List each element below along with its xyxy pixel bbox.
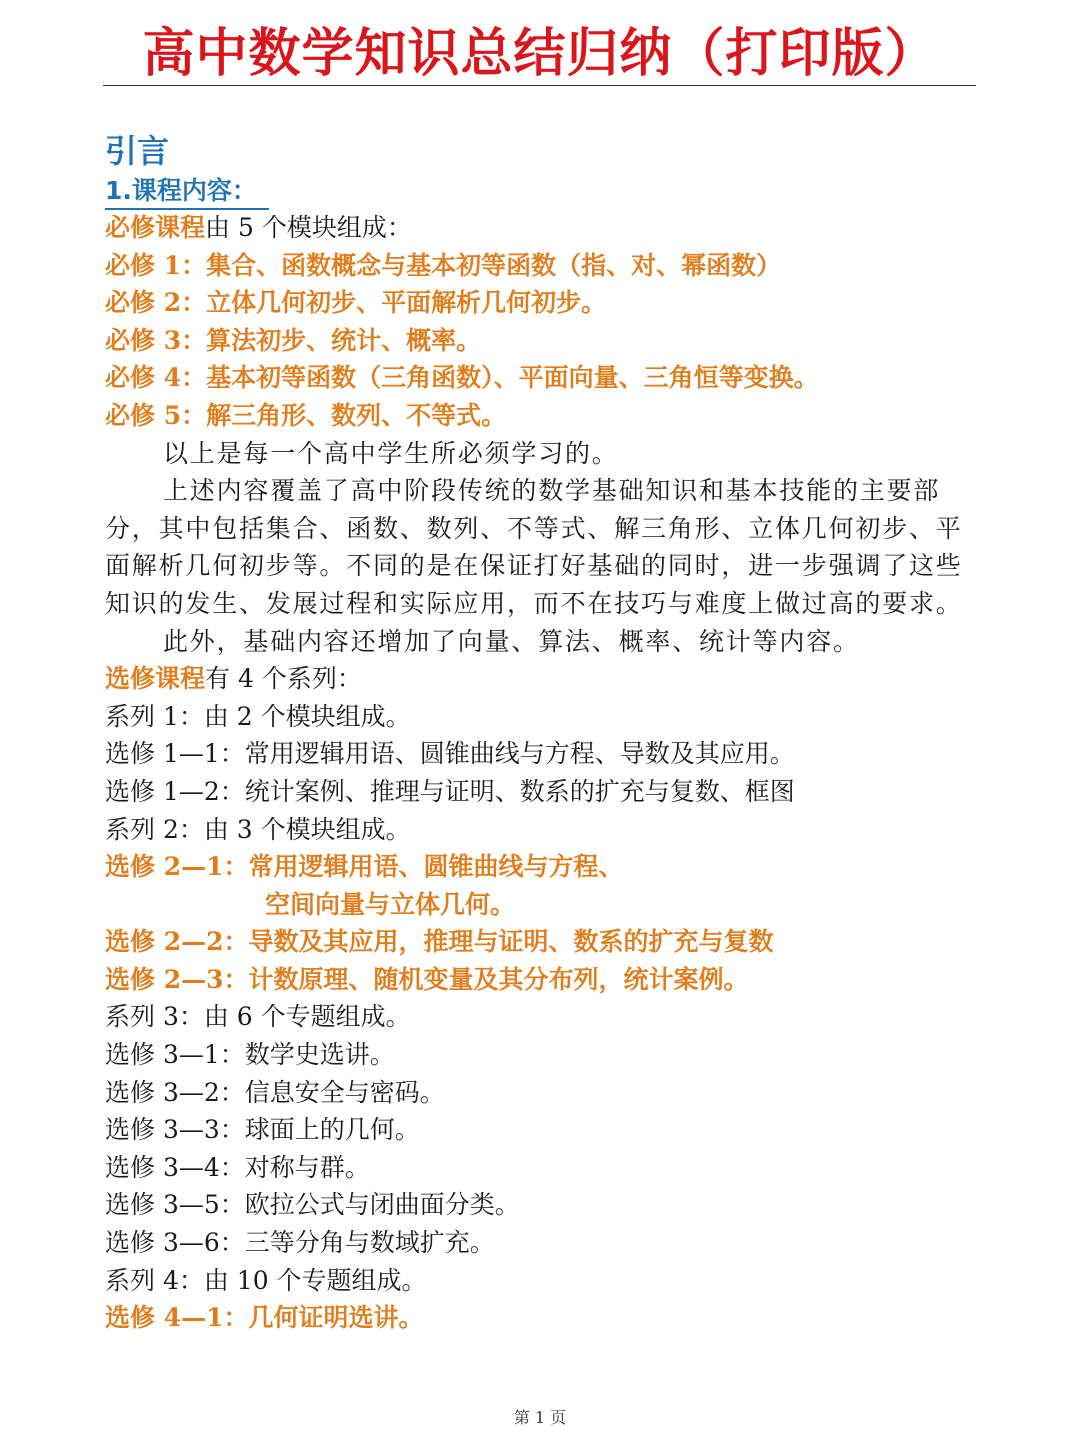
elective-3-5: 选修 3—5：欧拉公式与闭曲面分类。 <box>105 1190 520 1220</box>
elective-1-2: 选修 1—2：统计案例、推理与证明、数系的扩充与复数、框图 <box>105 776 795 806</box>
elective-3-6: 选修 3—6：三等分角与数域扩充。 <box>105 1228 495 1258</box>
series-2-title: 系列 2：由 3 个模块组成。 <box>105 814 411 844</box>
elective-intro-text: 有 4 个系列： <box>205 664 362 694</box>
elective-1-1: 选修 1—1：常用逻辑用语、圆锥曲线与方程、导数及其应用。 <box>105 739 795 769</box>
page-number: 第 1 页 <box>513 1408 567 1427</box>
section-heading: 引言 <box>105 132 170 170</box>
elective-2-2: 选修 2—2：导数及其应用，推理与证明、数系的扩充与复数 <box>105 927 774 957</box>
required-module-2: 必修 2：立体几何初步、平面解析几何初步。 <box>105 288 607 318</box>
required-intro <box>105 209 980 247</box>
elective-2-1-line-1: 选修 2—1：常用逻辑用语、圆锥曲线与方程、 <box>105 852 624 882</box>
series-1-title: 系列 1：由 2 个模块组成。 <box>105 701 411 731</box>
sub-heading-course-content: 1.课程内容： <box>105 174 269 210</box>
series-3-title: 系列 3：由 6 个专题组成。 <box>105 1002 411 1032</box>
paragraph-2: 上述内容覆盖了高中阶段传统的数学基础知识和基本技能的主要部分，其中包括集合、函数、数列、不等式、解三角形、立体几何初步、平面解析几何初步等。不同的是在保证打好基础的同时，进一步强调了这些知识的发生、发展过程和实际应用，而不在技巧与难度上做过高的要求。 <box>105 476 963 618</box>
paragraph-1: 以上是每一个高中学生所必须学习的。 <box>163 438 619 468</box>
paragraph-3: 此外，基础内容还增加了向量、算法、概率、统计等内容。 <box>163 626 860 656</box>
elective-2-3: 选修 2—3：计数原理、随机变量及其分布列，统计案例。 <box>105 964 749 994</box>
document-body <box>105 209 980 1337</box>
elective-4-1: 选修 4—1：几何证明选讲。 <box>105 1303 424 1333</box>
elective-3-2: 选修 3—2：信息安全与密码。 <box>105 1077 445 1107</box>
required-module-3: 必修 3：算法初步、统计、概率。 <box>105 325 482 355</box>
title-divider <box>103 85 976 86</box>
required-label: 必修课程 <box>105 213 206 242</box>
elective-label: 选修课程 <box>105 664 206 694</box>
series-4-title: 系列 4：由 10 个专题组成。 <box>105 1265 427 1295</box>
required-module-4: 必修 4：基本初等函数（三角函数）、平面向量、三角恒等变换。 <box>105 363 819 393</box>
elective-2-1-line-2: 空间向量与立体几何。 <box>265 889 516 919</box>
elective-3-1: 选修 3—1：数学史选讲。 <box>105 1040 395 1070</box>
elective-3-4: 选修 3—4：对称与群。 <box>105 1152 370 1182</box>
elective-3-3: 选修 3—3：球面上的几何。 <box>105 1115 420 1145</box>
required-intro-text: 由 5 个模块组成： <box>205 213 412 242</box>
elective-intro <box>105 660 980 698</box>
page-title: 高中数学知识总结归纳（打印版） <box>142 23 938 84</box>
required-module-5: 必修 5：解三角形、数列、不等式。 <box>105 400 507 430</box>
required-module-1: 必修 1：集合、函数概念与基本初等函数（指、对、幂函数） <box>105 250 782 280</box>
